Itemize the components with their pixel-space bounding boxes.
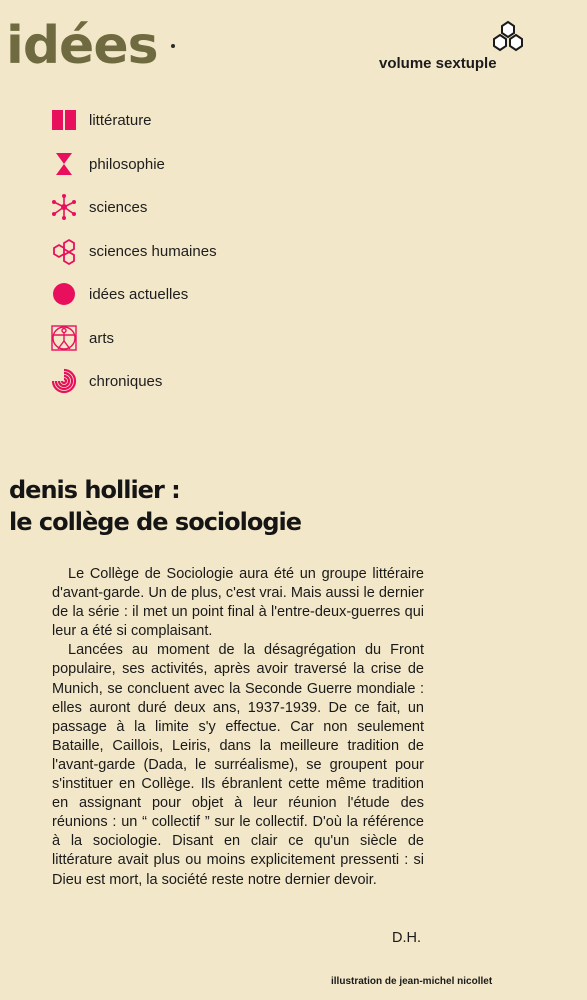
category-label: arts: [89, 329, 115, 347]
category-label: idées actuelles: [89, 286, 189, 303]
author-name: denis hollier :: [9, 476, 180, 504]
circle-icon: [50, 280, 78, 308]
spiral-icon: [50, 367, 78, 395]
book-icon: [50, 106, 78, 134]
hourglass-icon: [50, 150, 78, 178]
author-initials: D.H.: [392, 930, 421, 946]
series-brand-title: idées: [6, 16, 158, 76]
brand-dot: [171, 44, 175, 48]
category-label: philosophie: [89, 155, 165, 173]
illustration-credit: illustration de jean-michel nicollet: [331, 976, 493, 987]
publisher-logo-icon: [492, 20, 524, 54]
category-label: chroniques: [89, 373, 163, 390]
vitruvian-man-icon: [50, 324, 78, 352]
blurb-paragraph: Lancées au moment de la désagrégation du Front populaire, ses activités, après avoir traversé la crise de Munich, se concluent avec la Seconde Guerre mondiale : elles auront duré deux ans, 1937-1939. De ce fait, un passage à la limite s'y effectue. Car non seulement Bataille, Caillois, Leiris, dans la meilleure tradition de l'avant-garde (Dada, le surréalisme), se groupent pour s'instituer en Collège. Ils ébranlent cette même tradition en assignant pour objet à leur réunion l'étude des réunions : un “ collectif ” sur le collectif. D'où la référence à la sociologie. Disant en clair ce qu'un siècle de littérature avait plus ou moins explicitement pressenti : si Dieu est mort, la société reste notre dernier devoir.: [52, 642, 424, 888]
book-heading: [9, 474, 301, 538]
blurb-paragraph: Le Collège de Sociologie aura été un groupe littéraire d'avant-garde. Un de plus, c'est vrai. Mais aussi le dernier de la série : il met un point final à l'entre-deux-guerres qui leur a été si complaisant.: [52, 566, 424, 640]
book-title: le collège de sociologie: [9, 508, 302, 536]
blurb-text: [52, 565, 424, 890]
category-label: littérature: [89, 112, 152, 129]
category-label: sciences: [89, 199, 148, 216]
category-label: sciences humaines: [89, 242, 217, 260]
hexagons-icon: [50, 237, 78, 265]
atom-icon: [50, 193, 78, 221]
volume-label: volume sextuple: [379, 55, 497, 72]
